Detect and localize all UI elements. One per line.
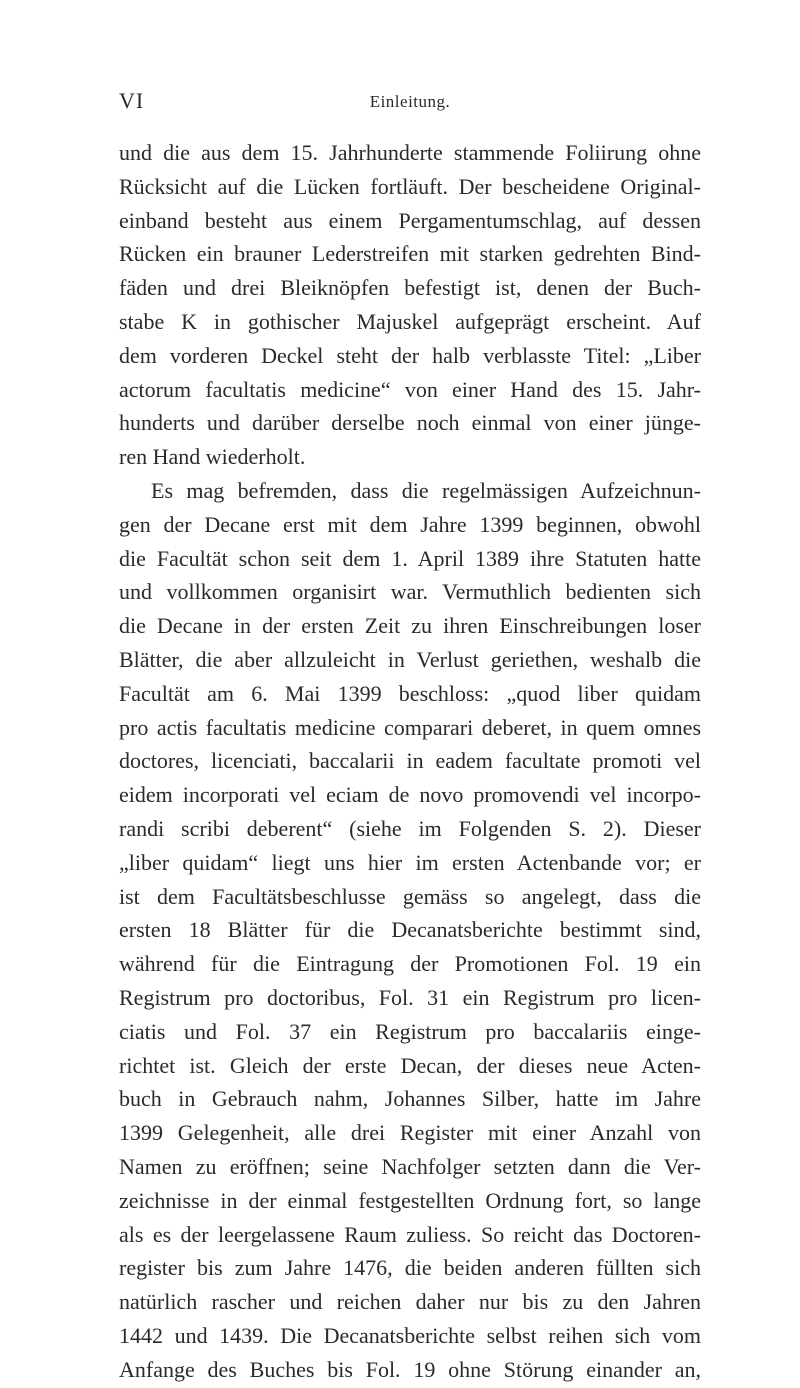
text-line: buch in Gebrauch nahm, Johannes Silber, hatte im Jahre — [119, 1086, 701, 1112]
text-line: Facultät am 6. Mai 1399 beschloss: „quod liber quidam — [119, 680, 701, 706]
page-number: VI — [119, 88, 145, 113]
text-line: randi scribi deberent“ (siehe im Folgenden S. 2). Dieser — [119, 815, 701, 841]
section-title: Einleitung. — [369, 92, 451, 111]
text-line: Rücken ein brauner Lederstreifen mit starken gedrehten Bind- — [119, 241, 701, 267]
text-line: „liber quidam“ liegt uns hier im ersten Actenbande vor; er — [119, 849, 701, 875]
text-line: ciatis und Fol. 37 ein Registrum pro baccalariis einge- — [119, 1018, 701, 1044]
text-line: eidem incorporati vel eciam de novo promovendi vel incorpo- — [119, 782, 701, 808]
text-line: die Decane in der ersten Zeit zu ihren Einschreibungen loser — [119, 613, 701, 639]
text-line: ersten 18 Blätter für die Decanatsberichte bestimmt sind, — [119, 917, 701, 943]
text-line: fäden und drei Bleiknöpfen befestigt ist, denen der Buch- — [119, 275, 701, 301]
text-line: dem vorderen Deckel steht der halb verblasste Titel: „Liber — [119, 342, 701, 368]
text-line: 1442 und 1439. Die Decanatsberichte selbst reihen sich vom — [119, 1322, 701, 1348]
text-line: actorum facultatis medicine“ von einer Hand des 15. Jahr- — [119, 376, 701, 402]
text-line: doctores, licenciati, baccalarii in eadem facultate promoti vel — [119, 748, 701, 774]
text-line: zeichnisse in der einmal festgestellten Ordnung fort, so lange — [119, 1187, 701, 1213]
running-head — [119, 88, 701, 118]
text-line: 1399 Gelegenheit, alle drei Register mit einer Anzahl von — [119, 1120, 701, 1146]
text-line: und die aus dem 15. Jahrhunderte stammende Foliirung ohne — [119, 140, 701, 165]
text-line: richtet ist. Gleich der erste Decan, der dieses neue Acten- — [119, 1052, 701, 1078]
text-line: und vollkommen organisirt war. Vermuthlich bedienten sich — [119, 579, 701, 605]
text-line: Rücksicht auf die Lücken fortläuft. Der bescheidene Original- — [119, 173, 701, 199]
text-line: einband besteht aus einem Pergamentumschlag, auf dessen — [119, 207, 701, 233]
text-line: Anfange des Buches bis Fol. 19 ohne Störung einander an, — [119, 1356, 701, 1382]
text-line: pro actis facultatis medicine comparari deberet, in quem omnes — [119, 714, 701, 740]
text-line: die Facultät schon seit dem 1. April 1389 ihre Statuten hatte — [119, 545, 701, 571]
text-line: als es der leergelassene Raum zuliess. So reicht das Doctoren- — [119, 1221, 701, 1247]
text-line: register bis zum Jahre 1476, die beiden anderen füllten sich — [119, 1255, 701, 1281]
paragraph-start-line: Es mag befremden, dass die regelmässigen Aufzeichnun- — [151, 477, 701, 503]
paragraph-end-line: ren Hand wiederholt. — [119, 444, 306, 470]
text-line: Registrum pro doctoribus, Fol. 31 ein Registrum pro licen- — [119, 984, 701, 1010]
text-line: natürlich rascher und reichen daher nur bis zu den Jahren — [119, 1289, 701, 1315]
body-text — [119, 136, 701, 1386]
text-line: hunderts und darüber derselbe noch einmal von einer jünge- — [119, 410, 701, 436]
text-line: Namen zu eröffnen; seine Nachfolger setzten dann die Ver- — [119, 1153, 701, 1179]
text-line: ist dem Facultätsbeschlusse gemäss so angelegt, dass die — [119, 883, 701, 909]
text-line: gen der Decane erst mit dem Jahre 1399 beginnen, obwohl — [119, 511, 701, 537]
text-line: Blätter, die aber allzuleicht in Verlust geriethen, weshalb die — [119, 646, 701, 672]
text-line: stabe K in gothischer Majuskel aufgeprägt erscheint. Auf — [119, 308, 701, 334]
text-line: während für die Eintragung der Promotionen Fol. 19 ein — [119, 951, 701, 977]
